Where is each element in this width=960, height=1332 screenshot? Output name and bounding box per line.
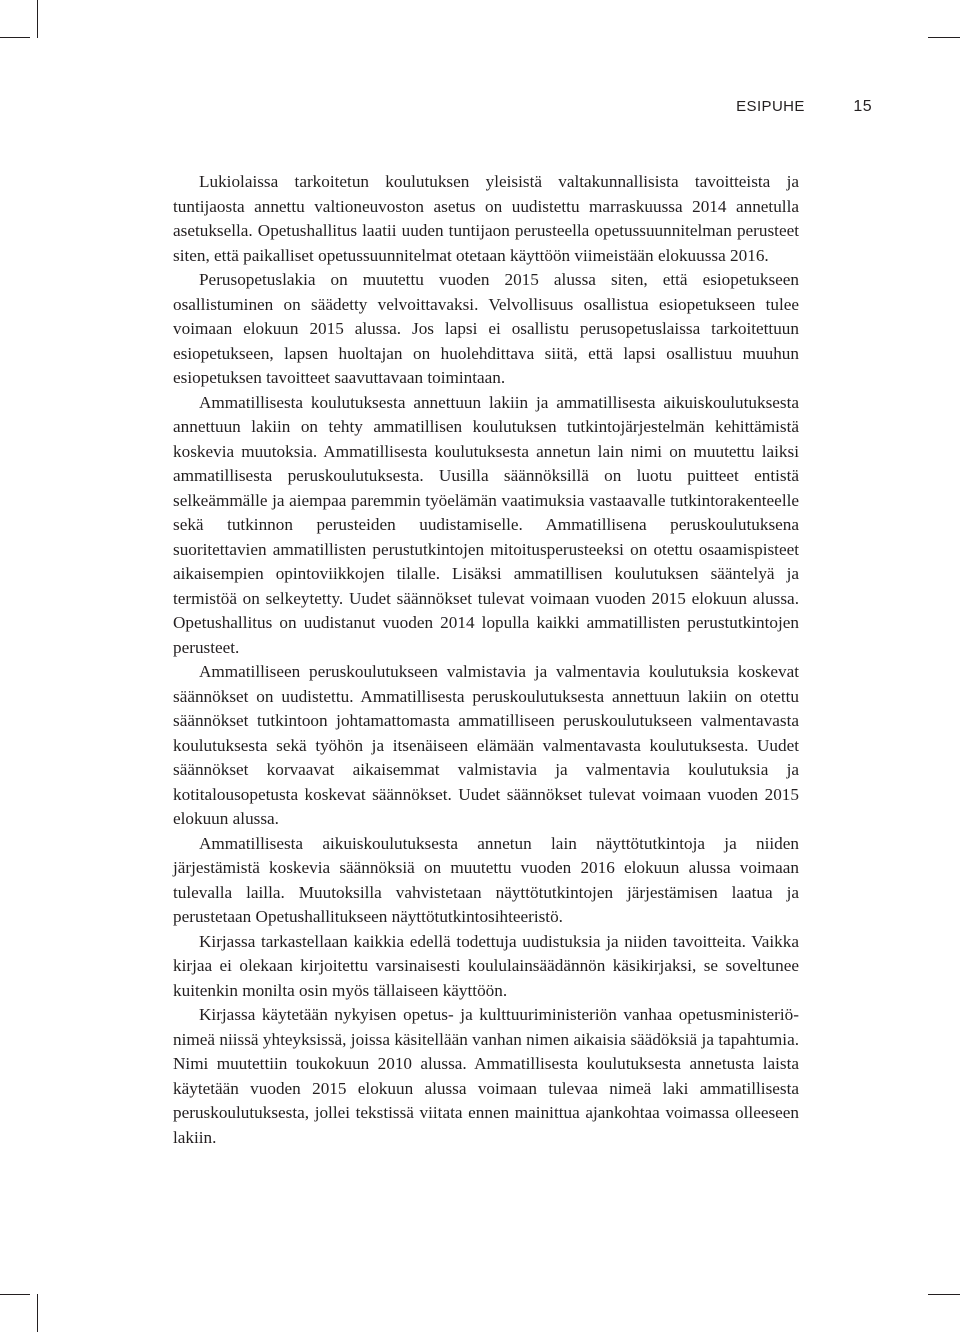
section-title: ESIPUHE [736, 98, 805, 115]
paragraph-lukiolaki: Lukiolaissa tarkoitetun koulutuksen yleisistä valtakunnallisista tavoitteista ja tuntijaosta annettu valtioneuvoston asetus on uudistettu marraskuussa 2014 annetulla asetuksella. Opetushallitus laatii uuden tuntijaon perusteella opetussuunnitelman perusteet siten, että paikalliset opetussuunnitelmat otetaan käyttöön viimeistään elokuussa 2016. [173, 172, 799, 265]
paragraph-nimikaytanto: Kirjassa käytetään nykyisen opetus- ja kulttuuriministeriön vanhaa opetusministeriö-nimeä niissä yhteyksissä, joissa käsitellään vanhan nimen aikaisia säädöksiä ja tapahtumia. Nimi muutettiin toukokuun 2010 alussa. Ammatillisesta koulutuksesta annetusta laista käytetään vuoden 2015 elokuun alussa voimaan tulevaa nimeä laki ammatillisesta peruskoulutuksesta, jollei tekstissä viitata ennen mainittua ajankohtaa voimassa olleeseen lakiin. [173, 1005, 799, 1147]
running-head [736, 98, 872, 116]
paragraph-kirjan-tarkoitus: Kirjassa tarkastellaan kaikkia edellä todettuja uudistuksia ja niiden tavoitteita. Vaikka kirjaa ei olekaan kirjoitettu varsinaisesti koululainsäädännön käsikirjaksi, se soveltunee kuitenkin monilta osin myös tällaiseen käyttöön. [173, 931, 799, 1000]
crop-mark-top-left [37, 0, 38, 38]
crop-mark-top-left [0, 37, 30, 38]
crop-mark-bottom-right [928, 1294, 960, 1295]
paragraph-perusopetuslaki: Perusopetuslakia on muutettu vuoden 2015 alussa siten, että esiopetukseen osallistuminen on säädetty velvoittavaksi. Velvollisuus osallistua esiopetukseen tulee voimaan elokuun 2015 alussa. Jos lapsi ei osallistu perusopetuslaissa tarkoitettuun esiopetukseen, lapsen huoltajan on huolehdittava siitä, että lapsi osallistuu muuhun esiopetuksen tavoitteet saavuttavaan toimintaan. [173, 270, 799, 387]
page-number: 15 [853, 98, 872, 115]
paragraph-ammatillinen-koulutus: Ammatillisesta koulutuksesta annettuun lakiin ja ammatillisesta aikuiskoulutuksesta annettuun lakiin on tehty ammatillisen koulutuksen tutkintojärjestelmän kehittämistä koskevia muutoksia. Ammatillisesta koulutuksesta annetun lain nimi on muutettu laiksi ammatillisesta peruskoulutuksesta. Uusilla säännöksillä on luotu puitteet entistä selkeämmälle ja aiempaa paremmin työelämän vaatimuksia vastaavalle tutkintorakenteelle sekä tutkinnon perusteiden uudistamiselle. Ammatillisena peruskoulutuksena suoritettavien ammatillisten perustutkintojen mitoitusperusteeksi on otettu osaamispisteet aikaisempien opintoviikkojen tilalle. Lisäksi ammatillisen koulutuksen sääntelyä ja termistöä on selkeytetty. Uudet säännökset tulevat voimaan vuoden 2015 elokuun alussa. Opetushallitus on uudistanut vuoden 2014 lopulla kaikki ammatillisten perustutkintojen perusteet. [173, 392, 799, 657]
paragraph-valmistava-koulutus: Ammatilliseen peruskoulutukseen valmistavia ja valmentavia koulutuksia koskevat säännökset on uudistettu. Ammatillisesta peruskoulutuksesta annettuun lakiin on otettu säännökset tutkintoon johtamattomasta ammatilliseen peruskoulutukseen valmentavasta koulutuksesta sekä työhön ja itsenäiseen elämään valmentavasta koulutuksesta. Uudet säännökset korvaavat aikaisemmat valmistavia ja valmentavia koulutuksia ja kotitalousopetusta koskevat säännökset. Uudet säännökset tulevat voimaan vuoden 2015 elokuun alussa. [173, 662, 799, 828]
crop-mark-bottom-left [0, 1294, 30, 1295]
body-text [173, 170, 799, 1150]
paragraph-aikuiskoulutus: Ammatillisesta aikuiskoulutuksesta annetun lain näyttötutkintoja ja niiden järjestämistä koskevia säännöksiä on muutettu vuoden 2016 elokuun alussa voimaan tulevalla lailla. Muutoksilla vahvistetaan näyttötutkintojen järjestämisen laatua ja perustetaan Opetushallitukseen näyttötutkintosihteeristö. [173, 833, 799, 926]
crop-mark-bottom-left [37, 1294, 38, 1332]
crop-mark-top-right [928, 37, 960, 38]
